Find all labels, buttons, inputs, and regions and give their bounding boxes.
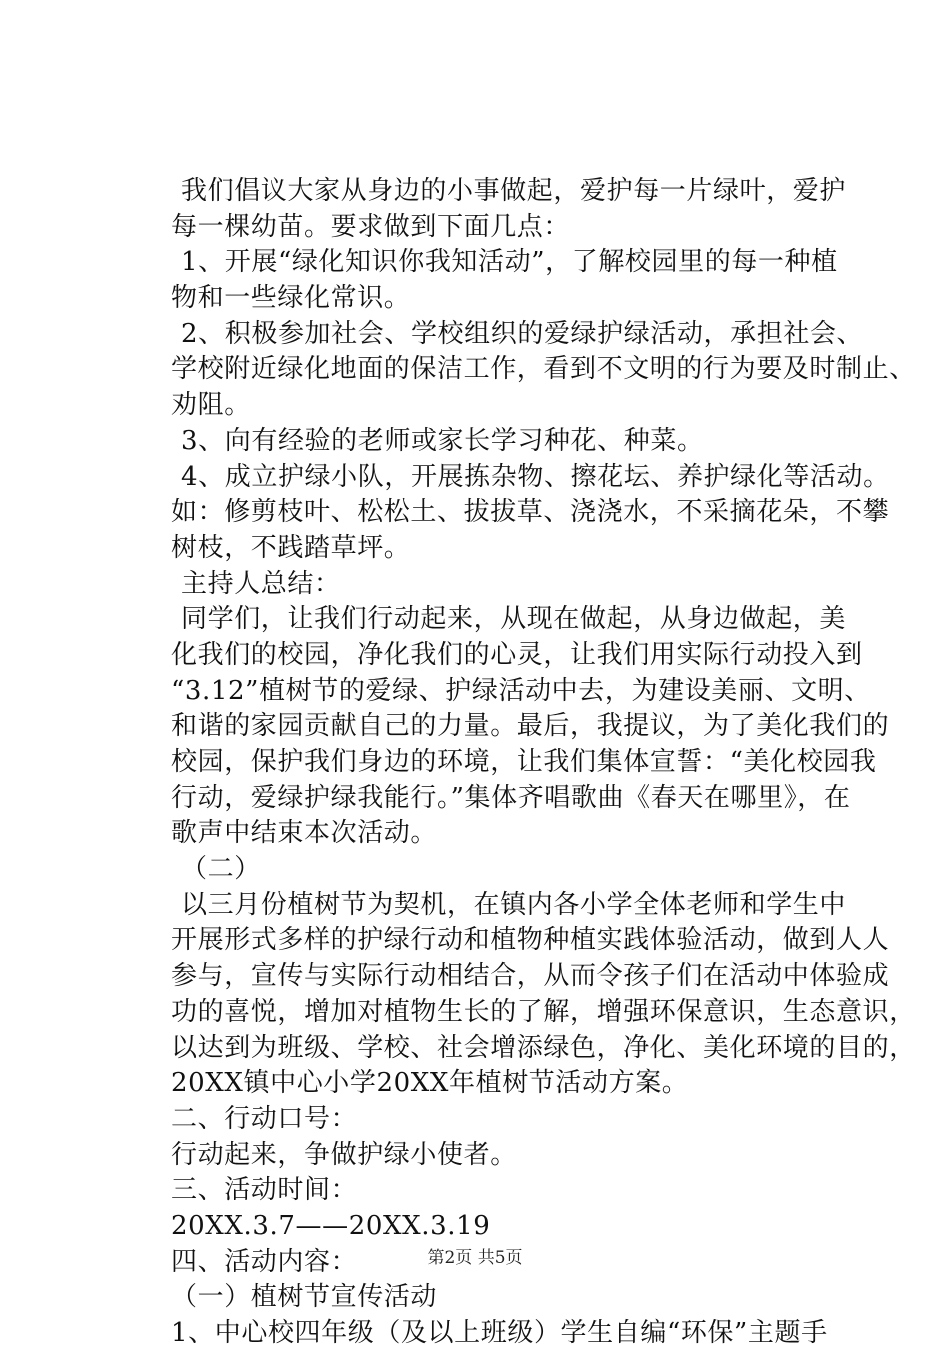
text-line: 学校附近绿化地面的保洁工作，看到不文明的行为要及时制止、 — [171, 354, 916, 385]
text-line: 20XX镇中心小学20XX年植树节活动方案。 — [171, 1068, 689, 1099]
text-line: 我们倡议大家从身边的小事做起，爱护每一片绿叶，爱护 — [181, 176, 847, 206]
text-line: 劝阻。 — [171, 390, 251, 421]
text-line: 和谐的家园贡献自己的力量。最后，我提议，为了美化我们的 — [171, 711, 890, 742]
document-body — [171, 174, 916, 1352]
text-line: 主持人总结： — [181, 568, 341, 599]
text-line: 行动，爱绿护绿我能行。”集体齐唱歌曲《春天在哪里》，在 — [171, 782, 851, 813]
text-line: “3.12”植树节的爱绿、护绿活动中去，为建设美丽、文明、 — [171, 675, 871, 706]
text-line: （二） — [181, 854, 261, 885]
text-line: 每一棵幼苗。要求做到下面几点： — [171, 211, 571, 242]
text-line: 四、活动内容： — [171, 1246, 358, 1277]
text-line: 物和一些绿化常识。 — [171, 283, 411, 314]
text-line: 以达到为班级、学校、社会增添绿色，净化、美化环境的目的， — [171, 1032, 916, 1063]
text-line: 参与，宣传与实际行动相结合，从而令孩子们在活动中体验成 — [171, 961, 890, 992]
text-line: 功的喜悦，增加对植物生长的了解，增强环保意识，生态意识， — [171, 996, 916, 1027]
text-line: 行动起来，争做护绿小使者。 — [171, 1139, 517, 1170]
text-line: 校园，保护我们身边的环境，让我们集体宣誓：“美化校园我 — [171, 747, 877, 777]
text-line: 20XX.3.7——20XX.3.19 — [171, 1210, 491, 1241]
text-line: 4、成立护绿小队，开展拣杂物、擦花坛、养护绿化等活动。 — [181, 461, 890, 492]
text-line: 三、活动时间： — [171, 1175, 358, 1206]
text-line: 二、行动口号： — [171, 1103, 358, 1134]
text-line: 2、积极参加社会、学校组织的爱绿护绿活动，承担社会、 — [181, 318, 864, 349]
text-line: 化我们的校园，净化我们的心灵，让我们用实际行动投入到 — [171, 639, 863, 670]
text-line: 歌声中结束本次活动。 — [171, 818, 438, 849]
text-line: 同学们，让我们行动起来，从现在做起，从身边做起，美 — [181, 604, 847, 635]
text-line: 以三月份植树节为契机，在镇内各小学全体老师和学生中 — [181, 889, 847, 920]
text-line: 3、向有经验的老师或家长学习种花、种菜。 — [181, 425, 704, 456]
text-line: 如：修剪枝叶、松松土、拔拔草、浇浇水，不采摘花朵，不攀 — [171, 497, 890, 528]
text-line: （一）植树节宣传活动 — [171, 1282, 438, 1313]
text-line: 1、开展“绿化知识你我知活动”，了解校园里的每一种植 — [181, 247, 838, 278]
text-line: 开展形式多样的护绿行动和植物种植实践体验活动，做到人人 — [171, 925, 890, 956]
page-number-footer: 第2页 共5页 — [427, 1248, 523, 1268]
text-line: 树枝，不践踏草坪。 — [171, 532, 411, 563]
text-line: 1、中心校四年级（及以上班级）学生自编“环保”主题手 — [171, 1318, 828, 1348]
